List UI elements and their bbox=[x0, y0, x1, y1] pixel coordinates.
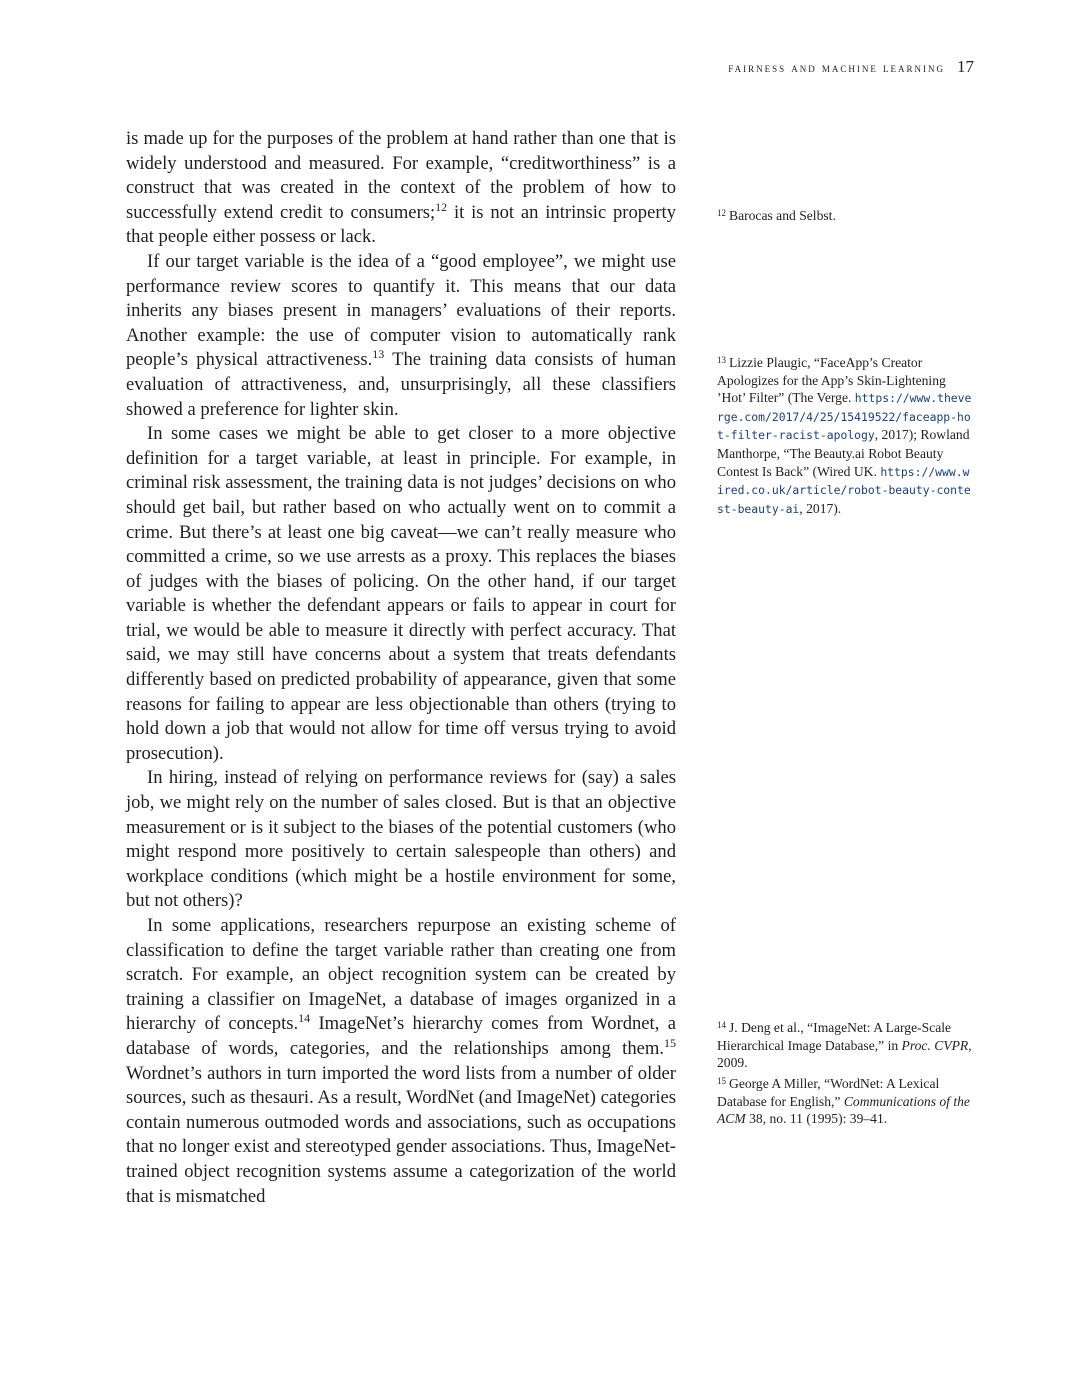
footnote-ref-14[interactable]: 14 bbox=[298, 1011, 311, 1026]
link-theverge[interactable]: https://www.theverge.com/2017/4/25/15419522/faceapp-hot-filter-racist-apology bbox=[717, 391, 972, 443]
sidenote-14: $^{14}$ J. Deng et al., “ImageNet: A Large-Scale Hierarchical Image Database,” in Proc. CVPR, 2009. bbox=[717, 1020, 972, 1071]
paragraph-3: In some cases we might be able to get closer to a more objective definition for a target variable, at least in principle. For example, in criminal risk assessment, the training data is not judges’ decisions on who should get bail, but rather based on who actually went on to commit a crime. But there’s at least one big caveat—we can’t really measure who committed a crime, so we use arrests as a proxy. This replaces the biases of judges with the biases of policing. On the other hand, if our target variable is whether the defendant appears or fails to appear in court for trial, we would be able to measure it directly with perfect accuracy. That said, we may still have concerns about a system that treats defendants differently based on predicted probability of appearance, given that some reasons for failing to appear are less objectionable than others (trying to hold down a job that would not allow for time off versus trying to avoid prosecution). bbox=[126, 423, 676, 764]
paragraph-4: In hiring, instead of relying on performance reviews for (say) a sales job, we might rely on the number of sales closed. But is that an objective measurement or is it subject to the biases of the potential customers (who might respond more positively to certain salespeople than others) and workplace conditions (which might be a hostile environment for some, but not others)? bbox=[126, 767, 676, 912]
running-head bbox=[560, 57, 974, 77]
footnote-ref-12[interactable]: 12 bbox=[435, 199, 448, 214]
sidenote-15: $^{15}$ George A Miller, “WordNet: A Lexical Database for English,” Communications of the ACM 38, no. 11 (1995): 39–41. bbox=[717, 1076, 970, 1127]
sidenote-13: $^{13}$ Lizzie Plaugic, “FaceApp’s Creator Apologizes for the App’s Skin-Lightening ’Hot’ Filter” (The Verge. https://www.theverge.com/2017/4/25/15419522/faceapp-hot-filter-racist-apology, 2017); Rowland Manthorpe, “The Beauty.ai Robot Beauty Contest Is Back” (Wired UK. https://www.wired.co.uk/article/robot-beauty-contest-beauty-ai, 2017). bbox=[717, 355, 972, 516]
footnote-ref-15[interactable]: 15 bbox=[664, 1035, 676, 1050]
paragraph-5: In some applications, researchers repurpose an existing scheme of classification to define the target variable rather than creating one from scratch. For example, an object recognition system can be created by training a classifier on ImageNet, a database of images organized in a hierarchy of concepts.$^{14}$ ImageNet’s hierarchy comes from Wordnet, a database of words, categories, and the relationships among them.$^{15}$ Wordnet’s authors in turn imported the word lists from a number of older sources, such as thesauri. As a result, WordNet (and ImageNet) categories contain numerous outmoded words and associations, such as occupations that no longer exist and stereotyped gender associations. Thus, ImageNet-trained object recognition systems assume a categorization of the world that is mismatched bbox=[126, 915, 676, 1207]
sidenote-12: $^{12}$ Barocas and Selbst. bbox=[717, 208, 836, 223]
paragraph-1: is made up for the purposes of the problem at hand rather than one that is widely understood and measured. For example, “creditworthiness” is a construct that was created in the context of the problem of how to successfully extend credit to consumers;$^{12}$ it is not an intrinsic property that people either possess or lack. bbox=[126, 128, 676, 248]
main-text bbox=[126, 127, 676, 1209]
paragraph-2: If our target variable is the idea of a “good employee”, we might use performance review scores to quantify it. This means that our data inherits any biases present in managers’ evaluations of their reports. Another example: the use of computer vision to automatically rank people’s physical attractiveness.$^{13}$ The training data consists of human evaluation of attractiveness, and, unsurprisingly, all these classifiers showed a preference for lighter skin. bbox=[126, 250, 676, 420]
page-number: 17 bbox=[957, 57, 974, 76]
footnote-ref-13[interactable]: 13 bbox=[372, 347, 385, 362]
running-title: fairness and machine learning bbox=[728, 61, 945, 75]
link-wired[interactable]: https://www.wired.co.uk/article/robot-beauty-contest-beauty-ai bbox=[717, 464, 971, 516]
